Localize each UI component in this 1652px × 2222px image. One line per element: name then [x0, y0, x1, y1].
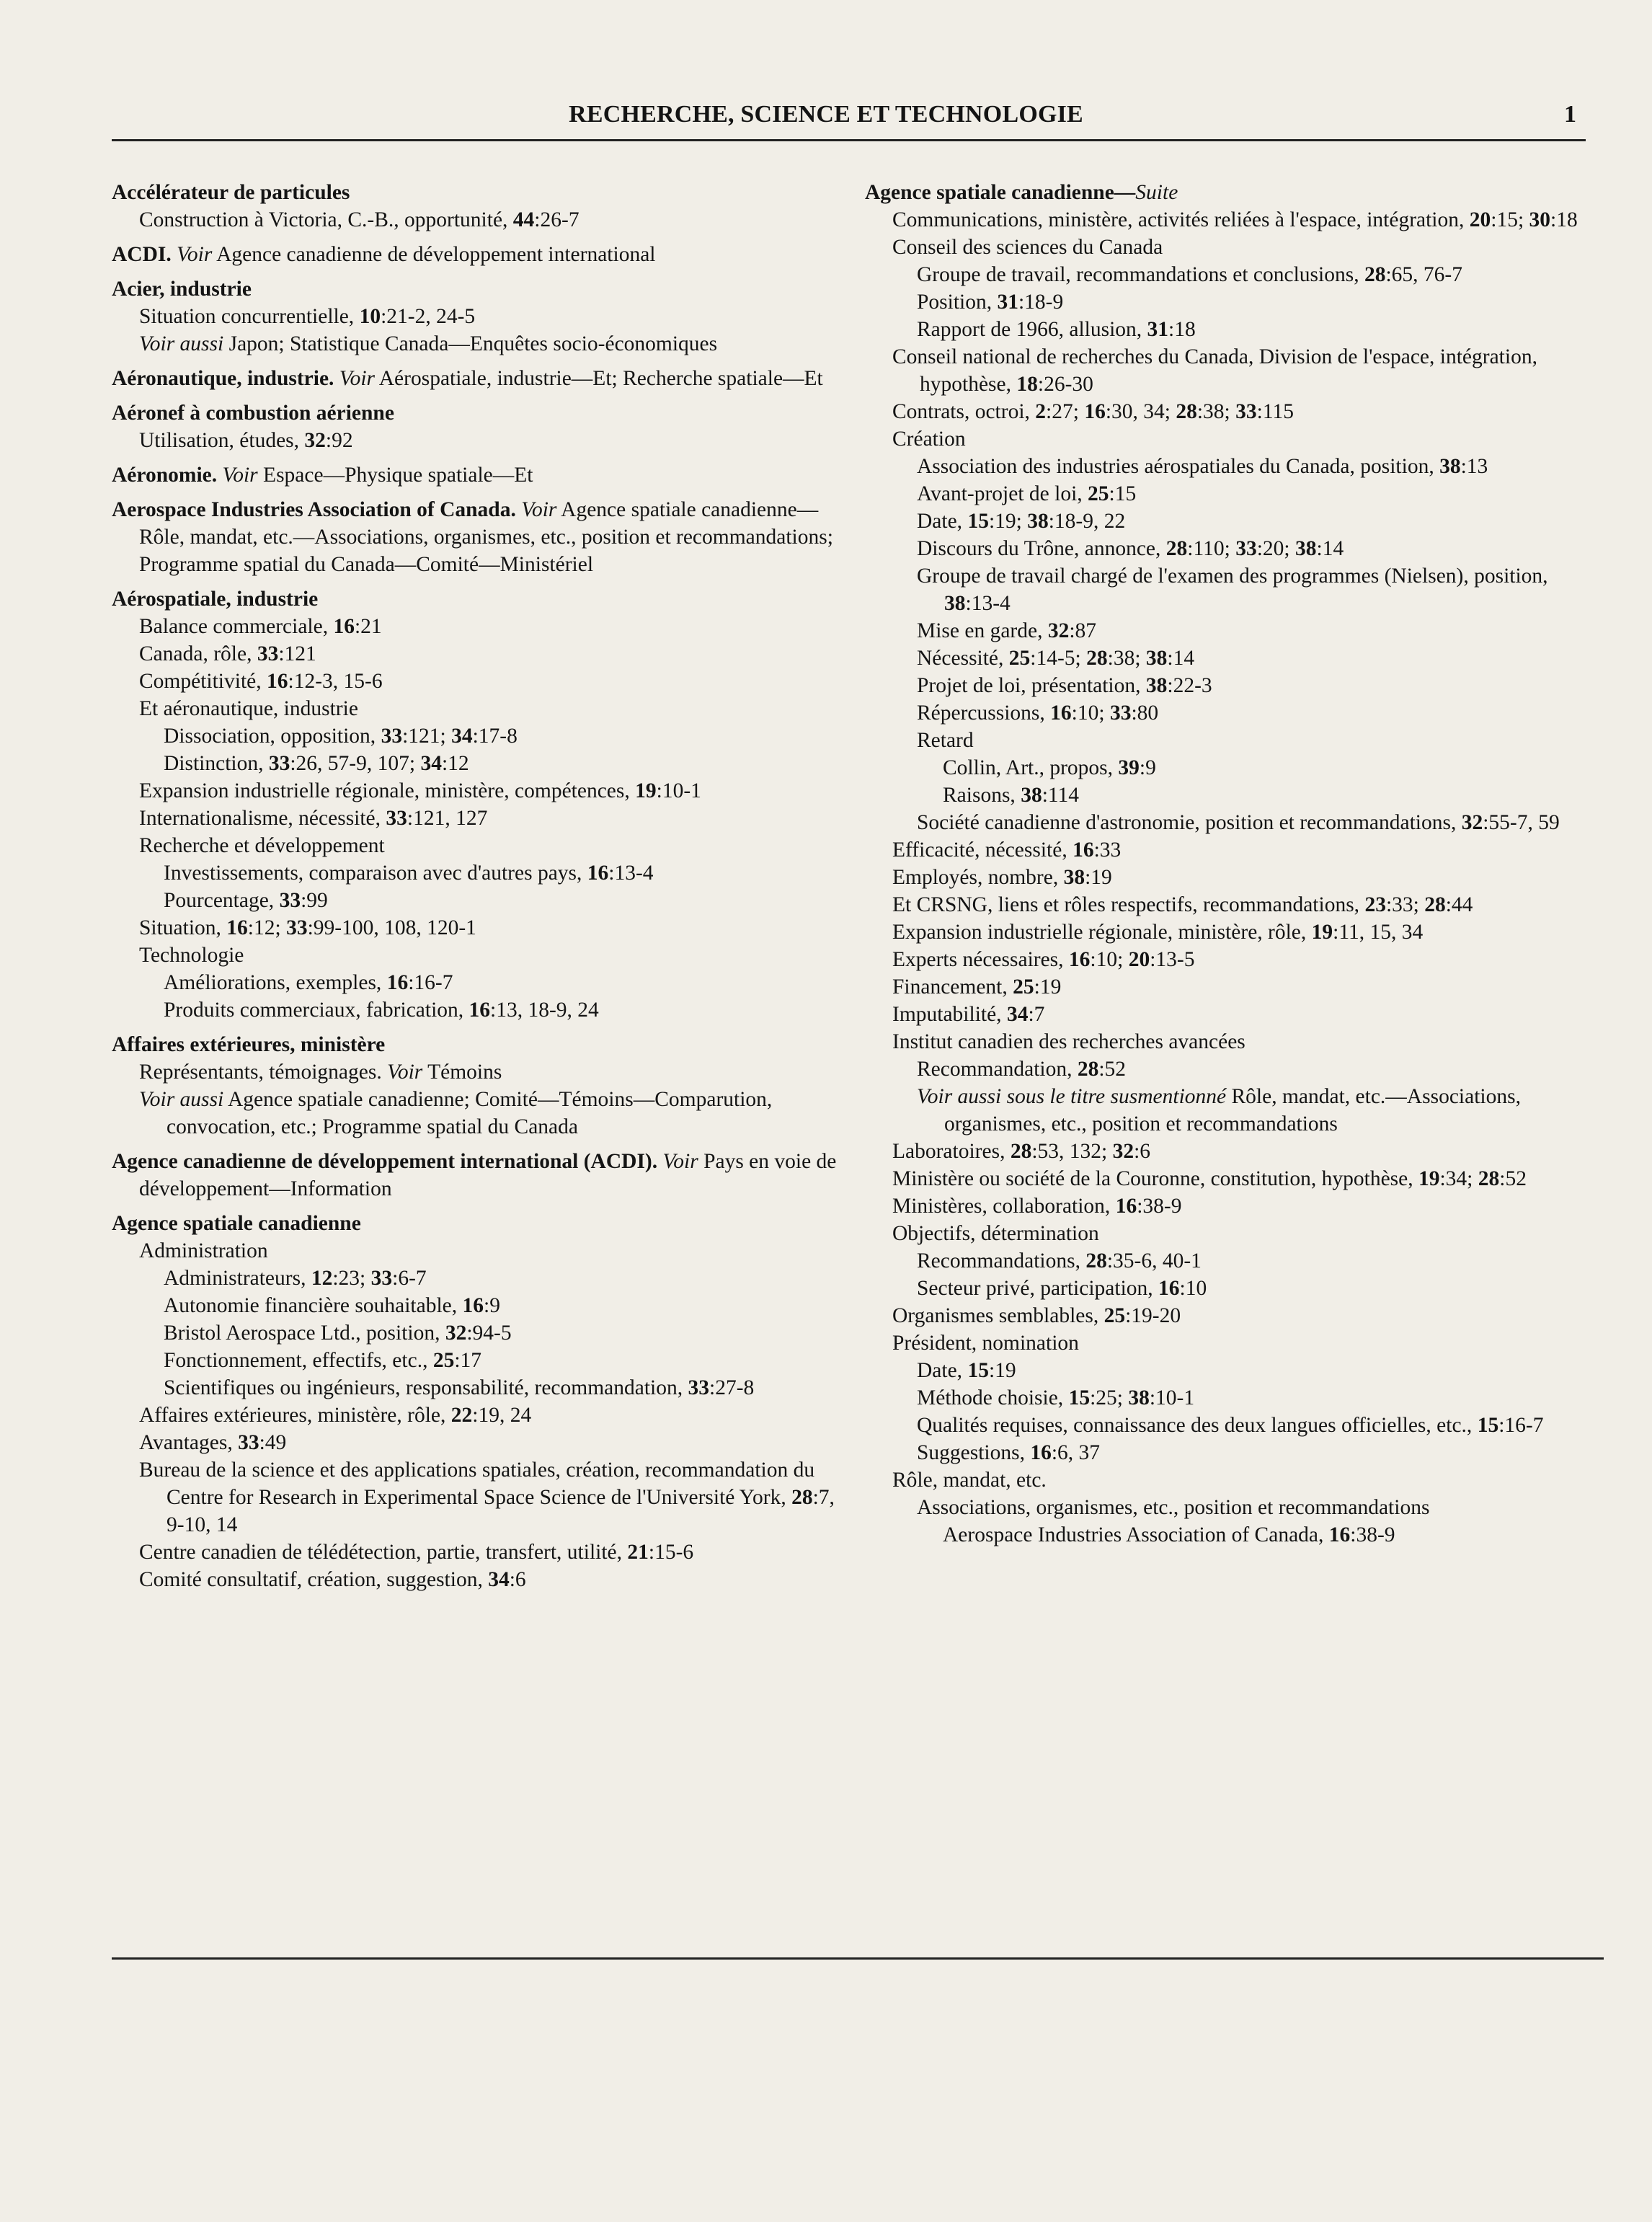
index-subentry: Voir aussi Agence spatiale canadienne; Comité—Témoins—Comparution, convocation, etc.; Programme spatial du Canada [139, 1088, 773, 1138]
index-entry [112, 241, 854, 268]
index-subentry: Dissociation, opposition, 33:121; 34:17-8 [164, 725, 518, 748]
index-subentry: Affaires extérieures, ministère, rôle, 22:19, 24 [139, 1404, 532, 1427]
header-rule [112, 139, 1586, 141]
index-subentry: Utilisation, études, 32:92 [139, 429, 353, 452]
index-subentry: Date, 15:19 [917, 1359, 1016, 1382]
index-subentry: Produits commerciaux, fabrication, 16:13, 18-9, 24 [164, 999, 599, 1022]
index-subentry: Représentants, témoignages. Voir Témoins [139, 1061, 502, 1084]
index-subentry: Communications, ministère, activités reliées à l'espace, intégration, 20:15; 30:18 [892, 208, 1578, 231]
index-subentry: Autonomie financière souhaitable, 16:9 [164, 1294, 500, 1317]
page-number: 1 [1564, 101, 1576, 128]
index-heading: ACDI. Voir Agence canadienne de développement international [112, 243, 656, 266]
index-subentry: Balance commerciale, 16:21 [139, 615, 382, 638]
index-subentry: Ministères, collaboration, 16:38-9 [892, 1195, 1182, 1218]
index-subentry: Laboratoires, 28:53, 132; 32:6 [892, 1140, 1151, 1163]
index-subentry: Groupe de travail chargé de l'examen des programmes (Nielsen), position, 38:13-4 [917, 565, 1548, 615]
index-heading: Affaires extérieures, ministère [112, 1033, 386, 1056]
index-subentry: Centre canadien de télédétection, partie, transfert, utilité, 21:15-6 [139, 1541, 694, 1564]
index-subentry: Recommandation, 28:52 [917, 1058, 1127, 1081]
index-subentry: Avant-projet de loi, 25:15 [917, 482, 1137, 505]
index-subentry: Recherche et développement [139, 834, 385, 857]
index-subentry: Administrateurs, 12:23; 33:6-7 [164, 1267, 427, 1290]
index-subentry: Situation, 16:12; 33:99-100, 108, 120-1 [139, 916, 476, 939]
index-heading: Aéronautique, industrie. Voir Aérospatiale, industrie—Et; Recherche spatiale—Et [112, 367, 823, 390]
index-subentry: Ministère ou société de la Couronne, constitution, hypothèse, 19:34; 28:52 [892, 1167, 1527, 1190]
index-subentry: Et CRSNG, liens et rôles respectifs, recommandations, 23:33; 28:44 [892, 893, 1473, 916]
index-subentry: Expansion industrielle régionale, ministère, compétences, 19:10-1 [139, 779, 701, 802]
index-subentry: Experts nécessaires, 16:10; 20:13-5 [892, 948, 1195, 971]
index-subentry: Et aéronautique, industrie [139, 697, 358, 720]
index-subentry: Financement, 25:19 [892, 975, 1062, 999]
index-subentry: Nécessité, 25:14-5; 28:38; 38:14 [917, 647, 1195, 670]
index-subentry: Expansion industrielle régionale, ministère, rôle, 19:11, 15, 34 [892, 921, 1424, 944]
index-subentry: Canada, rôle, 33:121 [139, 642, 316, 665]
index-entry [112, 179, 854, 234]
index-heading: Aérospatiale, industrie [112, 588, 319, 611]
index-heading: Aéronef à combustion aérienne [112, 402, 394, 425]
index-subentry: Situation concurrentielle, 10:21-2, 24-5 [139, 305, 476, 328]
page-title: RECHERCHE, SCIENCE ET TECHNOLOGIE [569, 101, 1083, 128]
index-subentry: Raisons, 38:114 [943, 784, 1080, 807]
index-subentry: Rôle, mandat, etc. [892, 1469, 1047, 1492]
index-subentry: Administration [139, 1239, 268, 1262]
index-subentry: Date, 15:19; 38:18-9, 22 [917, 510, 1126, 533]
index-subentry: Rapport de 1966, allusion, 31:18 [917, 318, 1196, 341]
index-subentry: Efficacité, nécessité, 16:33 [892, 838, 1122, 862]
index-entry [112, 1031, 854, 1141]
index-subentry: Répercussions, 16:10; 33:80 [917, 701, 1159, 725]
index-subentry: Pourcentage, 33:99 [164, 889, 328, 912]
index-entry [112, 461, 854, 489]
index-heading: Agence spatiale canadienne—Suite [865, 181, 1178, 204]
index-entry [865, 179, 1593, 1549]
index-subentry: Compétitivité, 16:12-3, 15-6 [139, 670, 383, 693]
index-subentry: Comité consultatif, création, suggestion, 34:6 [139, 1568, 526, 1591]
index-entry [112, 1148, 854, 1203]
index-heading: Acier, industrie [112, 278, 252, 301]
index-heading: Agence canadienne de développement international (ACDI). Voir Pays en voie de développement—Information [112, 1150, 837, 1200]
index-subentry: Imputabilité, 34:7 [892, 1003, 1045, 1026]
index-subentry: Distinction, 33:26, 57-9, 107; 34:12 [164, 752, 469, 775]
index-subentry: Méthode choisie, 15:25; 38:10-1 [917, 1386, 1195, 1409]
index-entry [112, 496, 854, 578]
index-subentry: Qualités requises, connaissance des deux langues officielles, etc., 15:16-7 [917, 1414, 1544, 1437]
index-subentry: Société canadienne d'astronomie, position et recommandations, 32:55-7, 59 [917, 811, 1560, 834]
index-subentry: Internationalisme, nécessité, 33:121, 127 [139, 807, 488, 830]
index-subentry: Institut canadien des recherches avancées [892, 1030, 1245, 1053]
index-entry [112, 399, 854, 454]
index-subentry: Association des industries aérospatiales du Canada, position, 38:13 [917, 455, 1488, 478]
index-subentry: Mise en garde, 32:87 [917, 619, 1097, 642]
index-subentry: Voir aussi Japon; Statistique Canada—Enquêtes socio-économiques [139, 332, 718, 355]
index-subentry: Président, nomination [892, 1332, 1079, 1355]
index-heading: Agence spatiale canadienne [112, 1212, 361, 1235]
index-entry [112, 365, 854, 392]
index-subentry: Associations, organismes, etc., position et recommandations [917, 1496, 1430, 1519]
index-subentry: Retard [917, 729, 974, 752]
index-subentry: Avantages, 33:49 [139, 1431, 287, 1454]
index-subentry: Collin, Art., propos, 39:9 [943, 756, 1156, 779]
index-column-right [865, 179, 1593, 1549]
index-subentry: Projet de loi, présentation, 38:22-3 [917, 674, 1212, 697]
index-subentry: Investissements, comparaison avec d'autres pays, 16:13-4 [164, 862, 654, 885]
footer-rule [112, 1957, 1604, 1960]
index-subentry: Conseil des sciences du Canada [892, 236, 1163, 259]
index-entry [112, 1210, 854, 1593]
index-subentry: Aerospace Industries Association of Canada, 16:38-9 [943, 1523, 1395, 1546]
index-heading: Aerospace Industries Association of Canada. Voir Agence spatiale canadienne—Rôle, mandat, etc.—Associations, organismes, etc., position et recommandations; Programme spatial du Canada—Comité—Ministériel [112, 498, 833, 576]
index-entry [112, 585, 854, 1024]
index-subentry: Création [892, 428, 966, 451]
index-subentry: Groupe de travail, recommandations et conclusions, 28:65, 76-7 [917, 263, 1462, 286]
index-subentry: Bureau de la science et des applications spatiales, création, recommandation du Centre for Research in Experimental Space Science de l'Université York, 28:7, 9-10, 14 [139, 1459, 835, 1536]
index-subentry: Suggestions, 16:6, 37 [917, 1441, 1101, 1464]
index-subentry: Voir aussi sous le titre susmentionné Rôle, mandat, etc.—Associations, organismes, etc., position et recommandations [917, 1085, 1521, 1136]
index-subentry: Secteur privé, participation, 16:10 [917, 1277, 1207, 1300]
index-entry [112, 275, 854, 358]
index-subentry: Conseil national de recherches du Canada, Division de l'espace, intégration, hypothèse, 18:26-30 [892, 345, 1537, 396]
index-subentry: Objectifs, détermination [892, 1222, 1099, 1245]
index-subentry: Position, 31:18-9 [917, 291, 1064, 314]
index-subentry: Améliorations, exemples, 16:16-7 [164, 971, 453, 994]
index-subentry: Organismes semblables, 25:19-20 [892, 1304, 1181, 1327]
index-subentry: Scientifiques ou ingénieurs, responsabilité, recommandation, 33:27-8 [164, 1376, 755, 1399]
index-subentry: Fonctionnement, effectifs, etc., 25:17 [164, 1349, 482, 1372]
index-subentry: Bristol Aerospace Ltd., position, 32:94-5 [164, 1322, 512, 1345]
index-heading: Accélérateur de particules [112, 181, 350, 204]
index-subentry: Construction à Victoria, C.-B., opportunité, 44:26-7 [139, 208, 579, 231]
index-subentry: Recommandations, 28:35-6, 40-1 [917, 1249, 1202, 1272]
index-heading: Aéronomie. Voir Espace—Physique spatiale—Et [112, 464, 533, 487]
index-column-left [112, 179, 854, 1593]
index-subentry: Contrats, octroi, 2:27; 16:30, 34; 28:38; 33:115 [892, 400, 1294, 423]
index-subentry: Discours du Trône, annonce, 28:110; 33:20; 38:14 [917, 537, 1344, 560]
index-subentry: Employés, nombre, 38:19 [892, 866, 1112, 889]
index-subentry: Technologie [139, 944, 244, 967]
